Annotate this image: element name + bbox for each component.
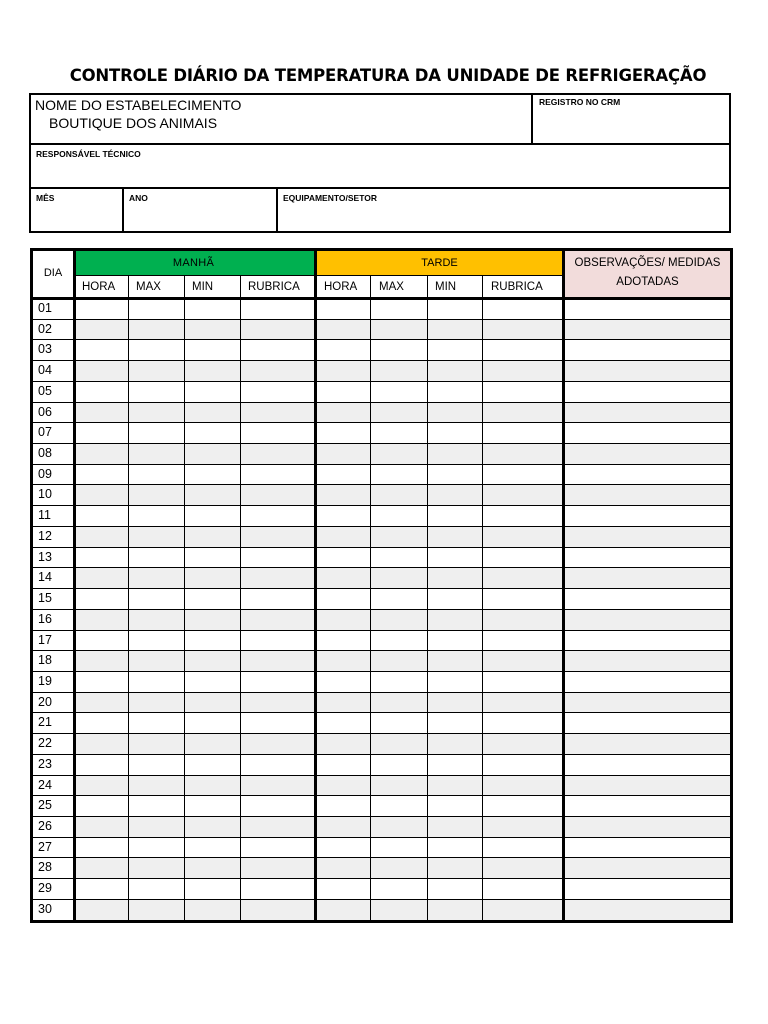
tarde-max-label: MAX [379, 281, 404, 293]
row-band [73, 320, 730, 340]
grid-hline [30, 775, 733, 776]
row-periodo [31, 189, 729, 233]
grid-hline [30, 692, 733, 693]
grid-vline [370, 275, 371, 921]
day-label: 11 [38, 508, 51, 523]
grid-hline [30, 422, 733, 423]
estabelecimento-value: BOUTIQUE DOS ANIMAIS [49, 115, 218, 131]
tarde-label: TARDE [421, 257, 458, 269]
registro-label: REGISTRO NO CRM [539, 97, 621, 107]
day-label: 07 [38, 425, 52, 440]
day-label: 30 [38, 901, 52, 916]
mes-label: MÊS [36, 193, 55, 203]
day-label: 17 [38, 632, 52, 647]
row-band [73, 361, 730, 381]
manha-rubrica-label: RUBRICA [248, 281, 300, 293]
tarde-header [317, 251, 562, 275]
grid-hline [30, 505, 733, 506]
grid-hline [30, 837, 733, 838]
grid-hline [30, 609, 733, 610]
row-band [73, 403, 730, 423]
row-responsavel [31, 145, 729, 189]
obs-header [565, 251, 730, 298]
row-band [73, 734, 730, 754]
grid-vline [128, 275, 129, 921]
row-band [73, 610, 730, 630]
day-label: 23 [38, 756, 52, 771]
responsavel-label: RESPONSÁVEL TÉCNICO [36, 149, 141, 159]
grid-hline [30, 547, 733, 548]
dia-label: DIA [43, 267, 63, 279]
estabelecimento-label: NOME DO ESTABELECIMENTO [35, 97, 242, 113]
obs-label-line2: ADOTADAS [616, 276, 679, 288]
grid-vline [314, 248, 317, 921]
grid-hline [30, 754, 733, 755]
ano-label: ANO [129, 193, 148, 203]
grid-hline [30, 795, 733, 796]
grid-vline [73, 248, 76, 921]
grid-vline [482, 275, 483, 921]
grid-vline [427, 275, 428, 921]
grid-hline [30, 484, 733, 485]
grid-hline [30, 339, 733, 340]
day-label: 28 [38, 860, 52, 875]
row-band [73, 776, 730, 796]
grid-vline [30, 248, 33, 921]
day-label: 02 [38, 321, 52, 336]
grid-hline [30, 857, 733, 858]
row-band [73, 693, 730, 713]
grid-hline [30, 733, 733, 734]
grid-hline [30, 297, 733, 300]
ano-field[interactable] [124, 189, 278, 233]
manha-header [73, 251, 314, 275]
header-form [29, 93, 731, 233]
temperature-table [30, 248, 733, 921]
day-label: 29 [38, 881, 52, 896]
row-band [73, 485, 730, 505]
grid-hline [30, 464, 733, 465]
day-label: 12 [38, 528, 52, 543]
day-label: 20 [38, 694, 52, 709]
grid-hline [30, 588, 733, 589]
grid-hline [30, 402, 733, 403]
row-band [73, 444, 730, 464]
grid-vline [562, 248, 565, 921]
manha-max-label: MAX [136, 281, 161, 293]
tarde-min-label: MIN [435, 281, 457, 293]
row-band [73, 651, 730, 671]
day-label: 06 [38, 404, 52, 419]
grid-hline [30, 630, 733, 631]
manha-min-label: MIN [192, 281, 214, 293]
grid-top-border [30, 248, 733, 251]
equipamento-field[interactable] [278, 189, 729, 233]
row-band [73, 858, 730, 878]
day-label: 14 [38, 570, 52, 585]
day-label: 08 [38, 446, 52, 461]
grid-hline [30, 319, 733, 320]
grid-hline [30, 443, 733, 444]
day-label: 10 [38, 487, 52, 502]
estabelecimento-field[interactable] [31, 95, 533, 143]
mes-field[interactable] [31, 189, 124, 233]
manha-hora-label: HORA [82, 281, 116, 293]
manha-label: MANHÃ [172, 257, 215, 269]
page-title: CONTROLE DIÁRIO DA TEMPERATURA DA UNIDADE DE REFRIGERAÇÃO [69, 66, 707, 85]
equipamento-label: EQUIPAMENTO/SETOR [283, 193, 377, 203]
day-label: 05 [38, 383, 52, 398]
grid-vline [184, 275, 185, 921]
day-label: 26 [38, 819, 52, 833]
day-label: 01 [38, 301, 52, 315]
tarde-hora-label: HORA [324, 281, 358, 293]
grid-hline [30, 381, 733, 382]
tarde-rubrica-label: RUBRICA [491, 281, 543, 293]
grid-subheader-line [73, 275, 563, 276]
day-label: 18 [38, 653, 52, 668]
day-label: 09 [38, 466, 52, 481]
responsavel-field[interactable] [31, 145, 729, 187]
day-label: 21 [38, 715, 52, 730]
grid-hline [30, 920, 733, 923]
day-label: 04 [38, 363, 52, 378]
day-label: 13 [38, 549, 52, 564]
grid-hline [30, 878, 733, 879]
row-band [73, 900, 730, 920]
day-label: 03 [38, 342, 52, 357]
day-label: 27 [38, 839, 52, 854]
grid-hline [30, 567, 733, 568]
row-band [73, 817, 730, 837]
obs-label-line1: OBSERVAÇÕES/ MEDIDAS [574, 257, 721, 269]
grid-hline [30, 712, 733, 713]
grid-hline [30, 360, 733, 361]
day-label: 24 [38, 777, 52, 792]
grid-hline [30, 526, 733, 527]
day-label: 19 [38, 673, 52, 688]
registro-field[interactable] [533, 95, 731, 143]
grid-vline [730, 248, 733, 921]
day-label: 25 [38, 798, 52, 813]
grid-vline [240, 275, 241, 921]
row-band [73, 568, 730, 588]
day-label: 15 [38, 591, 52, 606]
day-label: 16 [38, 611, 52, 626]
grid-hline [30, 671, 733, 672]
grid-hline [30, 899, 733, 900]
grid-hline [30, 650, 733, 651]
row-band [73, 527, 730, 547]
grid-hline [30, 816, 733, 817]
row-estabelecimento [31, 95, 729, 145]
day-label: 22 [38, 736, 52, 751]
